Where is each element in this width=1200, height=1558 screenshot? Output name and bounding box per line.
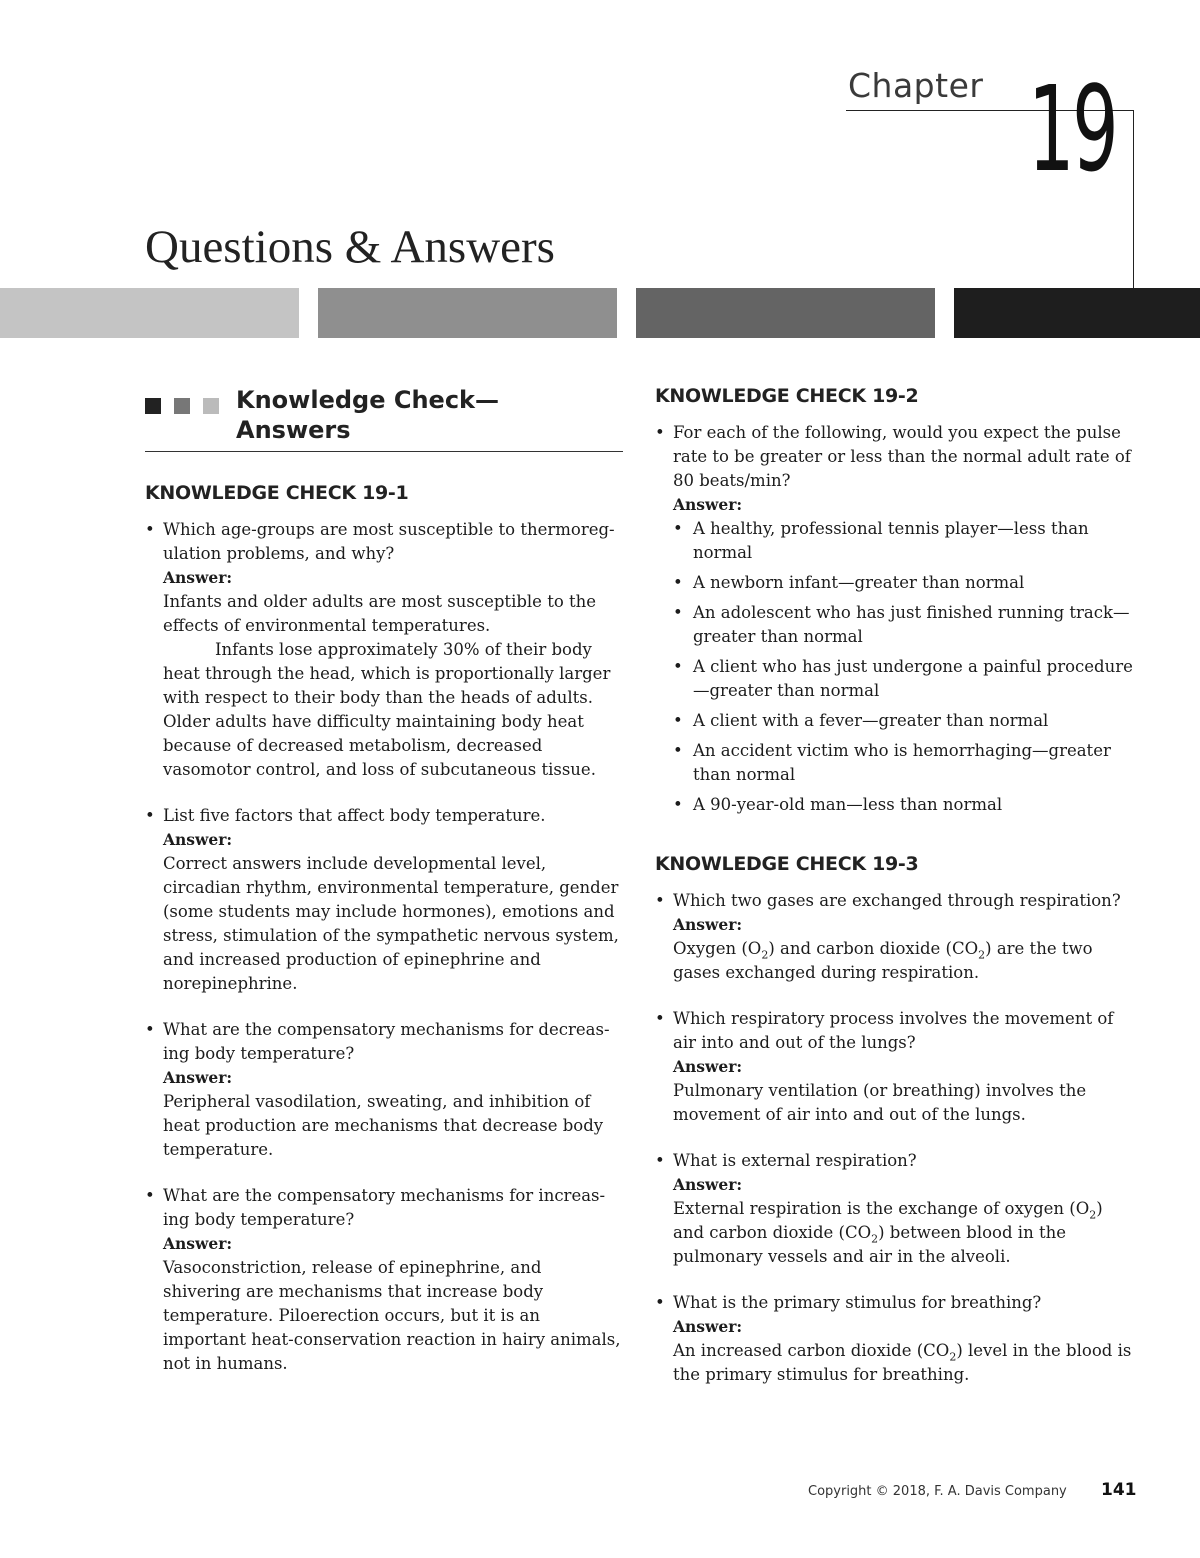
kc1-question-2 [145, 804, 623, 996]
answer-text: Correct answers include developmental level, circadian rhythm, environmental temperature, gender (some students may include hormones), emotions and stress, stimulation of the sympathetic nervous system, and increased production of epinephrine and norepinephrine. [163, 854, 619, 993]
answer-text: Oxygen $(O_2)$ and carbon dioxide $(CO_2)$ are the two gases exchanged during respiration. [673, 939, 1093, 982]
answer-text: External respiration is the exchange of oxygen $(O_2)$ and carbon dioxide $(CO_2)$ between blood in the pulmonary vessels and air in the alveoli. [673, 1199, 1103, 1266]
list-item: • An adolescent who has just finished running track—greater than normal [673, 601, 1135, 649]
question-text: • What is external respiration? [673, 1151, 917, 1170]
kc1-heading: KNOWLEDGE CHECK 19-1 [145, 482, 409, 504]
decorative-band-dark [636, 288, 935, 338]
question-text: • List five factors that affect body temperature. [163, 806, 546, 825]
answer-list [673, 517, 1135, 817]
answer-label: Answer: [163, 1068, 233, 1087]
decorative-band-mid [318, 288, 617, 338]
answer-text: Infants and older adults are most susceptible to the effects of environmental temperatures. [163, 592, 597, 635]
question-text: • What are the compensatory mechanisms for decreas-ing body temperature? [163, 1020, 610, 1063]
answer-label: Answer: [673, 495, 743, 514]
page-number: 141 [1101, 1480, 1137, 1500]
answer-text: Pulmonary ventilation (or breathing) involves the movement of air into and out of the lungs. [673, 1081, 1087, 1124]
kc3-question-2 [655, 1007, 1135, 1127]
kc2-heading: KNOWLEDGE CHECK 19-2 [655, 385, 919, 407]
kc3-heading: KNOWLEDGE CHECK 19-3 [655, 853, 919, 875]
answer-label: Answer: [673, 1175, 743, 1194]
answer-text-continued: Infants lose approximately 30% of their body heat through the head, which is proportionally larger with respect to their body than the heads of adults. Older adults have difficulty maintaining body heat because of decreased metabolism, decreased vasomotor control, and loss of subcutaneous tissue. [163, 640, 611, 779]
right-column [655, 385, 1135, 1409]
square-bullet-icon [174, 398, 190, 414]
list-item: • A healthy, professional tennis player—less than normal [673, 517, 1135, 565]
copyright-notice: Copyright © 2018, F. A. Davis Company [808, 1484, 1067, 1499]
left-column [145, 385, 623, 1398]
answer-label: Answer: [673, 915, 743, 934]
kc3-question-1 [655, 889, 1135, 985]
question-text: • For each of the following, would you expect the pulse rate to be greater or less than the normal adult rate of 80 beats/min? [673, 423, 1131, 490]
section-title: Knowledge Check— Answers [236, 386, 500, 444]
kc3-question-3 [655, 1149, 1135, 1269]
list-item: • A 90-year-old man—less than normal [673, 793, 1135, 817]
square-bullet-icon [203, 398, 219, 414]
chapter-number: 19 [1028, 60, 1117, 198]
kc1-question-1 [145, 518, 623, 782]
kc1-question-3 [145, 1018, 623, 1162]
answer-label: Answer: [673, 1057, 743, 1076]
answer-label: Answer: [163, 830, 233, 849]
section-header [145, 385, 623, 452]
question-text: • Which age-groups are most susceptible to thermoreg-ulation problems, and why? [163, 520, 615, 563]
list-item: • A client who has just undergone a painful procedure—greater than normal [673, 655, 1135, 703]
kc1-question-4 [145, 1184, 623, 1376]
kc3-question-4 [655, 1291, 1135, 1387]
chapter-vertical-rule [1133, 110, 1134, 288]
answer-label: Answer: [673, 1317, 743, 1336]
answer-text: An increased carbon dioxide $(CO_2)$ level in the blood is the primary stimulus for breathing. [673, 1341, 1132, 1384]
question-text: • Which two gases are exchanged through respiration? [673, 891, 1121, 910]
answer-text: Vasoconstriction, release of epinephrine, and shivering are mechanisms that increase body temperature. Piloerection occurs, but it is an important heat-conservation reaction in hairy animals, not in humans. [163, 1258, 621, 1373]
kc2-question [655, 421, 1135, 817]
square-bullet-icon [145, 398, 161, 414]
page-title: Questions & Answers [145, 221, 555, 273]
decorative-band-light [0, 288, 299, 338]
chapter-label: Chapter [848, 66, 984, 105]
answer-label: Answer: [163, 1234, 233, 1253]
question-text: • What is the primary stimulus for breathing? [673, 1293, 1042, 1312]
answer-label: Answer: [163, 568, 233, 587]
question-text: • Which respiratory process involves the movement of air into and out of the lungs? [673, 1009, 1114, 1052]
answer-text: Peripheral vasodilation, sweating, and inhibition of heat production are mechanisms that decrease body temperature. [163, 1092, 604, 1159]
list-item: • A newborn infant—greater than normal [673, 571, 1135, 595]
decorative-band-black [954, 288, 1200, 338]
question-text: • What are the compensatory mechanisms for increas-ing body temperature? [163, 1186, 606, 1229]
list-item: • A client with a fever—greater than normal [673, 709, 1135, 733]
list-item: • An accident victim who is hemorrhaging—greater than normal [673, 739, 1135, 787]
